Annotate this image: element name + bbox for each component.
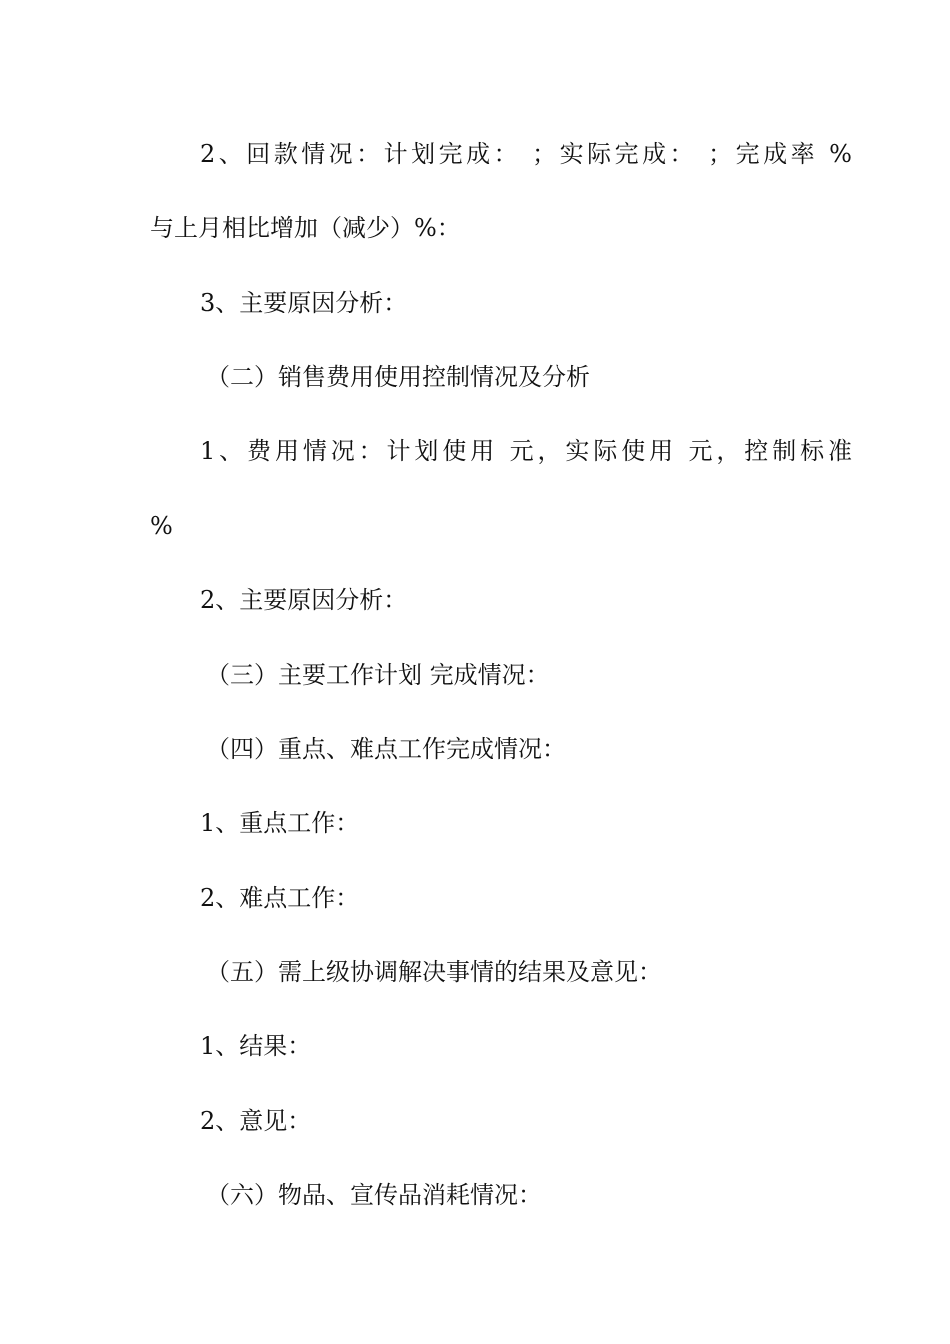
section-heading-5: （五）需上级协调解决事情的结果及意见： <box>206 958 662 986</box>
section-heading-6: （六）物品、宣传品消耗情况： <box>206 1181 542 1209</box>
main-reason-analysis-1: 3、主要原因分析： <box>200 289 408 317</box>
difficult-work-line: 2、难点工作： <box>200 884 360 912</box>
result-line: 1、结果： <box>200 1032 312 1060</box>
payment-status-line: 2、回款情况：计划完成： ；实际完成： ；完成率 % <box>200 140 852 168</box>
month-comparison-line: 与上月相比增加（减少）%： <box>150 214 461 242</box>
section-heading-2: （二）销售费用使用控制情况及分析 <box>206 363 590 391</box>
expense-status-line: 1、费用情况：计划使用 元，实际使用 元，控制标准 <box>200 437 852 465</box>
section-heading-3: （三）主要工作计划 完成情况： <box>206 661 550 689</box>
key-work-line: 1、重点工作： <box>200 809 360 837</box>
section-heading-4: （四）重点、难点工作完成情况： <box>206 735 566 763</box>
main-reason-analysis-2: 2、主要原因分析： <box>200 586 408 614</box>
expense-percent-line: % <box>150 512 173 540</box>
opinion-line: 2、意见： <box>200 1107 312 1135</box>
